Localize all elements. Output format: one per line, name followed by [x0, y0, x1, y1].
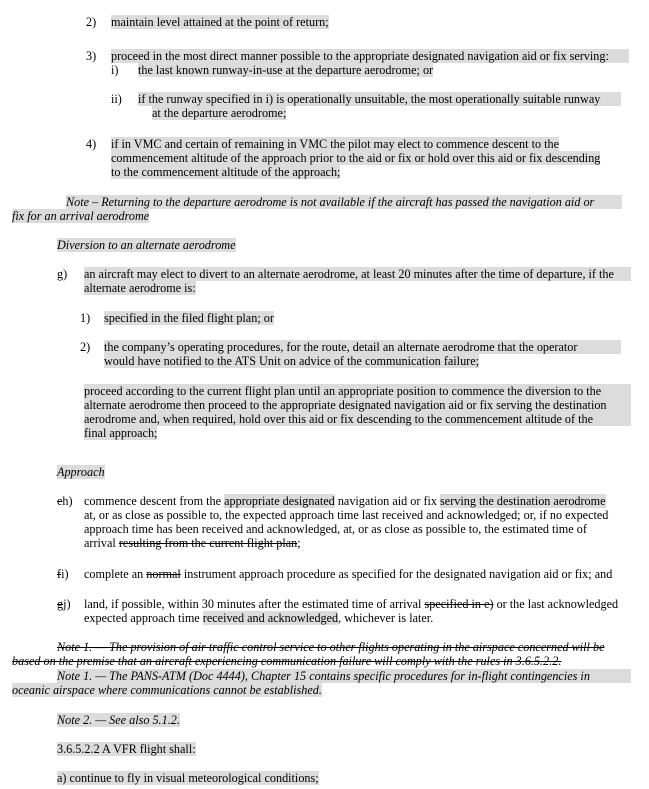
item-j-line1-c: or the last acknowledged — [493, 597, 619, 611]
item-4-line3: to the commencement altitude of the approach; — [111, 165, 341, 179]
item-j-line2-a: expected approach time — [84, 611, 203, 625]
item-j-line2-c: , whichever is later. — [338, 611, 434, 625]
item-g-sub2-line1: the company’s operating procedures, for the route, detail an alternate aerodrome that the operator — [104, 340, 621, 354]
item-g-line1: an aircraft may elect to divert to an alternate aerodrome, at least 20 minutes after the time of departure, if the — [84, 267, 631, 281]
item-i-a: complete an — [84, 567, 147, 581]
approach-heading: Approach — [57, 465, 105, 479]
item-j-number — [57, 597, 71, 611]
item-h-line1-d: serving the destination aerodrome — [440, 494, 606, 508]
item-h-line1-c: navigation aid or fix — [334, 494, 441, 508]
item-3-sub-i-text: the last known runway-in-use at the departure aerodrome; or — [138, 63, 434, 77]
item-h-line1-a: commence descent from the — [84, 494, 225, 508]
item-j-line1 — [84, 597, 618, 611]
item-3-text: proceed in the most direct manner possible to the appropriate designated navigation aid or fix serving: — [111, 49, 629, 63]
item-g-sub2-line2: would have notified to the ATS Unit on advice of the communication failure; — [104, 354, 480, 368]
proceed-line4: final approach; — [84, 426, 158, 440]
item-3-sub-i-number: i) — [111, 63, 119, 77]
item-h-number — [57, 494, 73, 508]
item-g-number: g) — [57, 267, 68, 281]
proceed-line3: aerodrome and, when required, hold over this aid or fix descending to the commencement altitude of the — [84, 412, 631, 426]
item-j-line1-a: land, if possible, within 30 minutes after the estimated time of arrival — [84, 597, 425, 611]
item-j-line2 — [84, 611, 433, 625]
item-i-b: normal — [146, 567, 181, 581]
item-g-sub1-number: 1) — [80, 311, 91, 325]
item-h-line4 — [84, 536, 301, 550]
item-3-sub-ii-number: ii) — [111, 92, 122, 106]
item-j-new-number: j) — [63, 597, 71, 611]
proceed-line1: proceed according to the current flight plan until an appropriate position to commence the diversion to the — [84, 384, 631, 398]
vfr-item-a: a) continue to fly in visual meteorological conditions; — [57, 771, 319, 785]
item-h-line3: approach time has been received and acknowledged, at, or as close as possible to, the estimated time of — [84, 522, 587, 536]
item-i-number — [57, 567, 69, 581]
item-3-number: 3) — [86, 49, 97, 63]
item-h-line4-b: resulting from the current flight plan — [118, 536, 298, 550]
item-g-sub2-number: 2) — [80, 340, 91, 354]
item-2-number: 2) — [86, 15, 97, 29]
proceed-line2: alternate aerodrome then proceed to the appropriate designated navigation aid or fix serving the destination — [84, 398, 631, 412]
item-2 — [86, 15, 96, 29]
item-2-text: maintain level attained at the point of return; — [111, 15, 329, 29]
item-i-c: instrument approach procedure as specified for the designated navigation aid or fix; and — [180, 567, 613, 581]
note2: Note 2. — See also 5.1.2. — [57, 713, 180, 727]
item-i-old-number: f — [57, 567, 62, 581]
item-4-number: 4) — [86, 137, 97, 151]
item-4-line1: if in VMC and certain of remaining in VMC the pilot may elect to commence descent to the — [111, 137, 560, 151]
item-j-old-number: g — [57, 597, 64, 611]
note1-new-line2: oceanic airspace where communications cannot be established. — [12, 683, 322, 697]
item-h-line4-c: ; — [297, 536, 301, 550]
item-j-line1-b: specified in e) — [424, 597, 494, 611]
item-j-line2-b: received and acknowledged — [202, 611, 339, 625]
item-4-line2: commencement altitude of the approach prior to the aid or fix or hold over this aid or fix descending — [111, 151, 601, 165]
item-3-sub-ii-line1: if the runway specified in i) is operationally unsuitable, the most operationally suitable runway — [138, 92, 621, 106]
diversion-heading: Diversion to an alternate aerodrome — [57, 238, 236, 252]
item-g-line2: alternate aerodrome is: — [84, 281, 196, 295]
item-h-line2: at, or as close as possible to, the expected approach time last received and acknowledged; or, if no expected — [84, 508, 609, 522]
item-h-line1-b: appropriate designated — [224, 494, 335, 508]
item-h-new-number: h) — [62, 494, 73, 508]
vfr-heading: 3.6.5.2.2 A VFR flight shall: — [57, 742, 196, 756]
note1-new-line1: Note 1. — The PANS-ATM (Doc 4444), Chapter 15 contains specific procedures for in-flight contingencies in — [57, 669, 631, 683]
item-h-old-number: e — [57, 494, 63, 508]
note-return-line1: Note – Returning to the departure aerodrome is not available if the aircraft has passed the navigation aid or — [66, 195, 622, 209]
item-i-new-number: i) — [61, 567, 69, 581]
item-i-text — [84, 567, 612, 581]
note1-old-line1: Note 1. — The provision of air traffic control service to other flights operating in the airspace concerned will be — [57, 640, 605, 654]
item-h-line1 — [84, 494, 606, 508]
item-3-sub-ii-line2: at the departure aerodrome; — [152, 106, 287, 120]
note1-old-line2: based on the premise that an aircraft experiencing communication failure will comply with the rules in 3.6.5.2.2. — [12, 654, 562, 668]
item-g-sub1-text: specified in the filed flight plan; or — [104, 311, 274, 325]
item-h-line4-a: arrival — [84, 536, 119, 550]
note-return-line2: fix for an arrival aerodrome — [12, 209, 150, 223]
